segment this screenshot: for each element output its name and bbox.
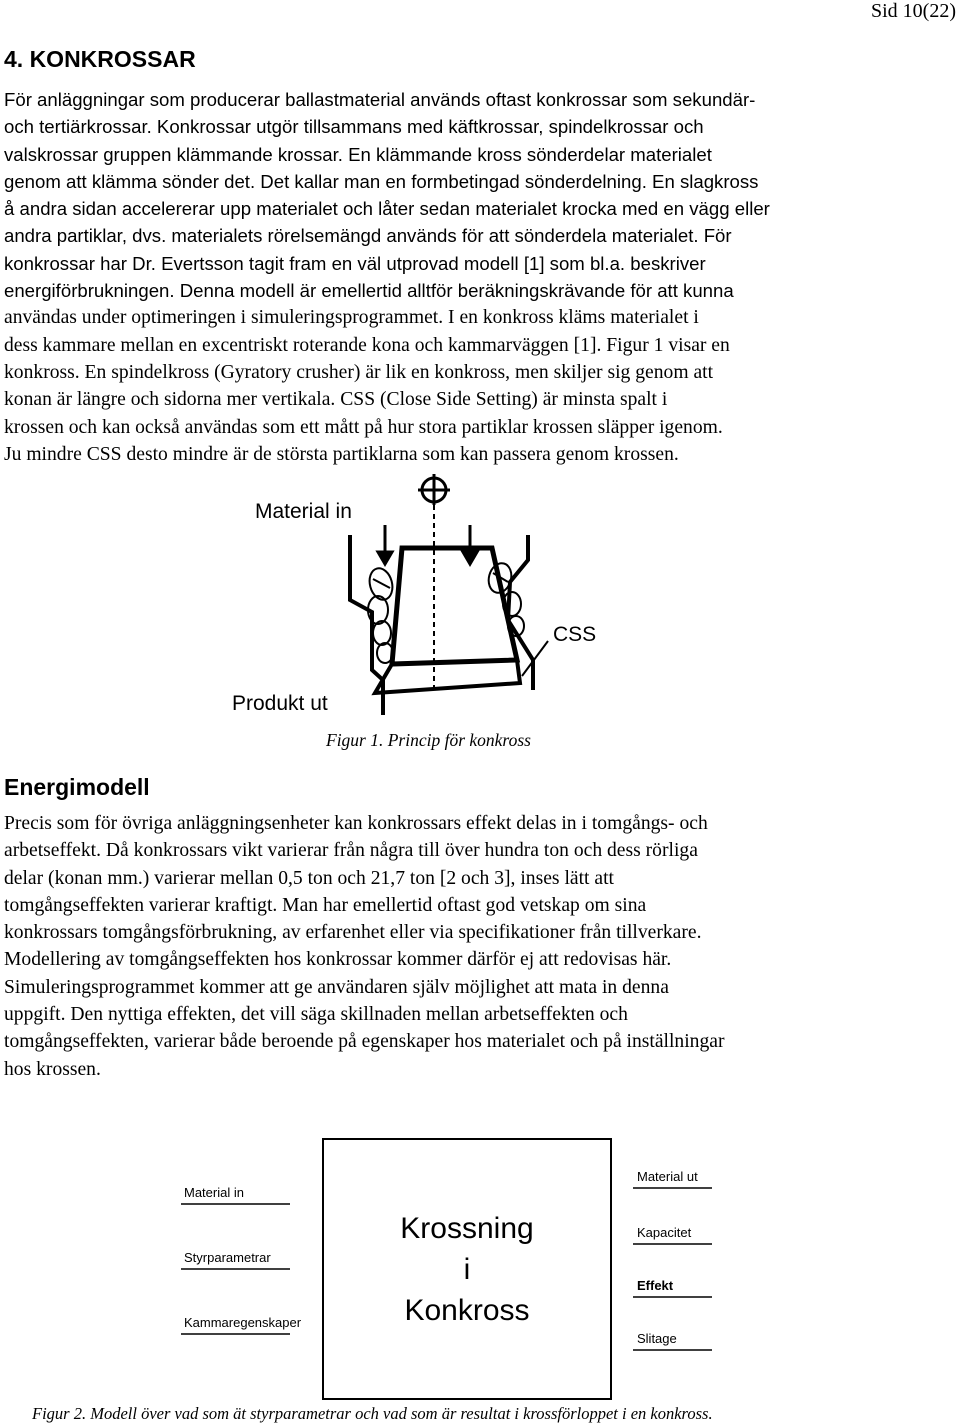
text-line: användas under optimeringen i simuleringsprogrammet. I en konkross kläms materialet i <box>4 307 699 329</box>
output-label: Effekt <box>637 1278 674 1293</box>
output-label: Material ut <box>637 1169 698 1184</box>
input-label: Styrparametrar <box>184 1250 271 1265</box>
text-line: konan är längre och sidorna mer vertikala. CSS (Close Side Setting) är minsta spalt i <box>4 389 668 411</box>
text-line: genom att klämma sönder det. Det kallar man en formbetingad sönderdelning. En slagkross <box>4 170 759 192</box>
arrow-down-icon <box>378 525 392 564</box>
page-number: Sid 10(22) <box>871 0 956 22</box>
text-line: Simuleringsprogrammet kommer att ge användaren själv möjlighet att mata in denna <box>4 976 669 998</box>
text-line: å andra sidan accelererar upp materialet och låter sedan materialet krocka med en vägg eller <box>4 198 770 220</box>
figure1-label-css: CSS <box>553 623 597 646</box>
figure2-model-diagram <box>170 1130 730 1410</box>
section2-body <box>4 810 959 1083</box>
model-box-title-line2: i <box>463 1253 471 1286</box>
input-label: Kammaregenskaper <box>184 1315 302 1330</box>
output-label: Slitage <box>637 1331 677 1346</box>
text-line: energiförbrukningen. Denna modell är emellertid alltför beräkningskrävande för att kunna <box>4 280 734 302</box>
text-line: tomgångseffekten varierar kraftigt. Man har emellertid oftast god vetskap om sina <box>4 894 647 916</box>
figure1-cone-crusher-diagram <box>225 470 645 720</box>
text-line: uppgift. Den nyttiga effekten, det vill säga skillnaden mellan arbetseffekten och <box>4 1004 628 1026</box>
text-line: och tertiärkrossar. Konkrossar utgör tillsammans med käftkrossar, spindelkrossar och <box>4 116 704 138</box>
text-line: Precis som för övriga anläggningsenheter kan konkrossars effekt delas in i tomgångs- och <box>4 813 708 834</box>
text-line: konkrossars tomgångsförbrukning, av erfarenhet eller via specifikationer från tillverkare. <box>4 922 702 944</box>
text-line: krossen och kan också användas som ett mått på hur stora partiklar krossen släpper igenom. <box>4 416 723 438</box>
model-box-title-line1: Krossning <box>400 1212 534 1245</box>
crosshair-icon <box>418 474 450 505</box>
text-line: hos krossen. <box>4 1058 101 1080</box>
text-line: valskrossar gruppen klämmande krossar. En klämmande kross sönderdelar materialet <box>4 143 712 165</box>
section1-body <box>4 86 959 468</box>
figure1-label-material-in: Material in <box>255 500 352 523</box>
figure1-label-produkt-ut: Produkt ut <box>232 692 328 715</box>
text-line: För anläggningar som producerar ballastmaterial används oftast konkrossar som sekundär- <box>4 89 756 110</box>
input-label: Material in <box>184 1185 244 1200</box>
figure1-caption: Figur 1. Princip för konkross <box>326 730 531 750</box>
section-heading-konkrossar: 4. KONKROSSAR <box>4 46 196 72</box>
text-line: arbetseffekt. Då konkrossars vikt varierar från några till över hundra ton och dess rörliga <box>4 840 698 862</box>
text-line: tomgångseffekten, varierar både beroende på egenskaper hos materialet och på inställningar <box>4 1031 725 1053</box>
text-line: Modellering av tomgångseffekten hos konkrossar kommer därför ej att redovisas här. <box>4 949 672 971</box>
arrow-down-icon <box>463 525 477 564</box>
output-label: Kapacitet <box>637 1225 692 1240</box>
text-line: Ju mindre CSS desto mindre är de största partiklarna som kan passera genom krossen. <box>4 443 679 465</box>
text-line: delar (konan mm.) varierar mellan 0,5 ton och 21,7 ton [2 och 3], inses lätt att <box>4 867 614 889</box>
text-line: dess kammare mellan en excentriskt roterande kona och kammarväggen [1]. Figur 1 visar en <box>4 334 730 356</box>
figure2-caption: Figur 2. Modell över vad som ät styrparametrar och vad som är resultat i krossförloppet i en konkross. <box>32 1404 713 1423</box>
section-heading-energimodell: Energimodell <box>4 774 150 800</box>
text-line: konkrossar har Dr. Evertsson tagit fram en väl utprovad modell [1] som bl.a. beskriver <box>4 252 706 274</box>
model-box-title-line3: Konkross <box>404 1294 530 1327</box>
text-line: konkross. En spindelkross (Gyratory crusher) är lik en konkross, men skiljer sig genom att <box>4 361 714 383</box>
text-line: andra partiklar, dvs. materialets rörelsemängd används för att sönderdela materialet. För <box>4 225 732 247</box>
